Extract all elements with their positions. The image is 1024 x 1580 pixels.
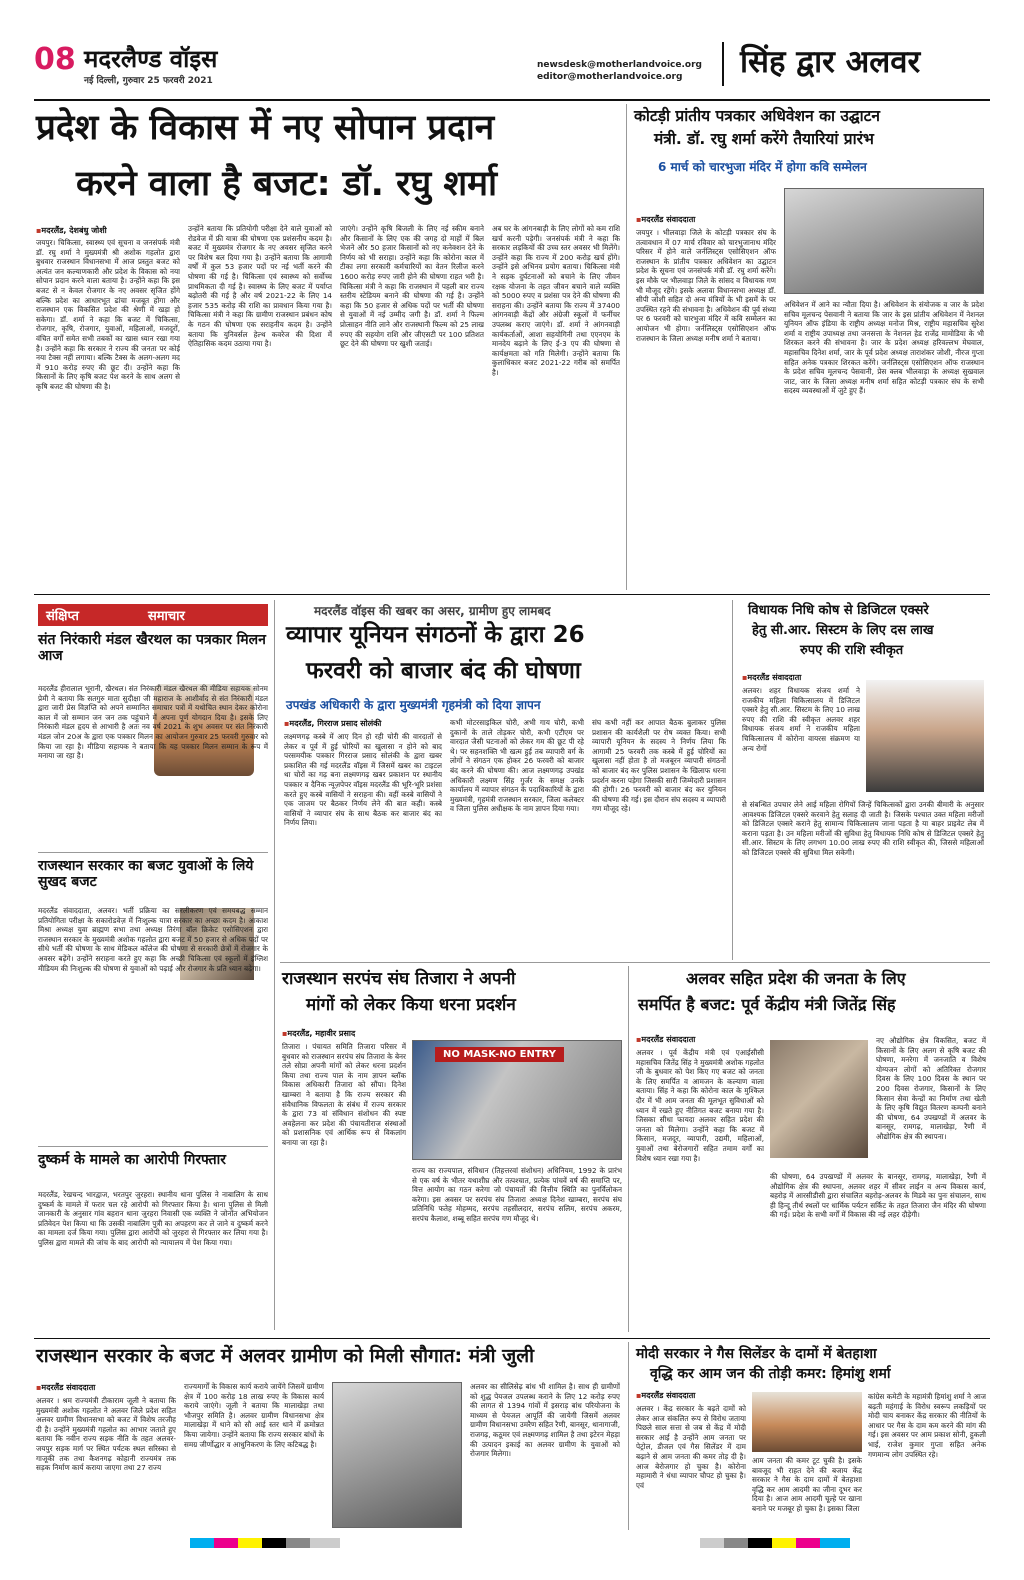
gas-column-2: आम जनता की कमर टूट चुकी है। इसके बावजूद भी राहत देने की बजाय केंद्र सरकार ने गैस के दाम दामों में बेतहाशा वृद्धि कर आम आदमी का जीना दूभर कर दिया है। आज आम आदमी चूल्हे पर खाना बनाने पर मजबूर हो चुका है। इसका जिला <box>752 1456 862 1513</box>
masthead-rule <box>34 99 990 101</box>
gas-column-1: अलवर । केंद्र सरकार के बढ़ते दामों को लेकर आज संकलित रूप से विरोध जताया पिछले साल सत्ता से जब से केंद्र में मोदी सरकार आई है उन्होंने आम जनता पर पेट्रोल, डीजल एवं गैस सिलेंडर में दाम बढ़ाने से आम जनता की कमर तोड़ दी है। आज बेरोजगार हो चुका है। कोरोना महामारी ने धंधा व्यापार चौपट हो चुका है। एवं <box>636 1404 746 1490</box>
bazaar-byline: ▪ मदरलैंड, गिरराज प्रसाद सोलंकी <box>284 718 381 729</box>
bazaar-column-1: लक्ष्मणगढ़ कस्बे में आए दिन हो रही चोरी की वारदातों से लेकर व पूर्व में हुई चोरियों का खुलासा न होने को बाद परसमयीक पत्रकार गिरराज प्रसाद सोलंकी के द्वारा खबर प्रकाशित की गई मदरलैंड वॉइस में जिसमें खबर का टाइटल था चोरों का गढ़ बना लक्ष्मणगढ़ खबर प्रकाशन पर स्थानीय पत्रकार व दैनिक न्यूज़पेपर वॉइस मदरलैंड की भूरि-भूरि प्रशंसा करते हुए कस्बे वासियों ने सराहना की। वहीं कस्बे वासियों ने एक जाजम पर बैठकर निर्णय लेने की बात कही। कस्बे वासियों ने व्यापार संघ के साथ बैठक कर बाजार बंद का निर्णय लिया। <box>284 732 442 828</box>
bazaar-column-2: कभी मोटरसाइकिल चोरी, अभी गाय चोरी, कभी दुकानों के ताले तोड़कर चोरी, कभी एटीएम पर वारदात जैसी घटनाओं को लेकर गम की छूट पी रहे थे। पर सहनशक्ति भी खत्म हुई तब व्यापारी वर्ग के लोगों ने संगठन एक होकर 26 फरवरी को बाजार बंद करने की घोषणा की। आज लक्ष्मणगढ़ उपखंड अधिकारी लक्ष्मण सिंह गुर्जर के समक्ष उनके कार्यालय में व्यापार संगठन के पदाधिकारियों के द्वारा मुख्यमंत्री, गृहमंत्री राजस्थान सरकार, जिला कलेक्टर व जिला पुलिस अधीक्षक के नाम ज्ञापन दिया गया। <box>450 718 584 814</box>
short-news-label-2: समाचार <box>148 609 185 624</box>
lead-byline: ▪ मदरलैंड, देशबंधु जोशी <box>36 225 107 236</box>
arrest-body: मदरलैंड, रेखचन्द भारद्वाज, भरतपुर जुरहरा। स्थानीय थाना पुलिस ने नाबालिग के साथ दुष्कर्म के मामले में फरार चल रहे आरोपी को गिरफ्तार किया है। थाना पुलिस से मिली जानकारी के अनुसार गांव बहरान थाना जुरहरा निवासी एक व्यक्ति ने जोनोंत अभियोजन प्रतिवेदन पेश किया था कि उसकी नाबालिग पुत्री का अपहरण कर ले जाने व दुष्कर्म करने का मामला दर्ज किया गया। पुलिस द्वारा आरोपी को जुरहरा से गिरफ्तार कर लिया गया है। पुलिस द्वारा मामले की जांच के बाद आरोपी को न्यायालय में पेश किया गया। <box>38 1190 268 1247</box>
juli-byline: ▪ मदरलैंड संवाददाता <box>36 1382 95 1393</box>
tijara-protest-photo <box>412 1040 622 1160</box>
alwar-column-1: अलवर । पूर्व केंद्रीय मंत्री एवं एआईसीसी महासचिव जितेंद्र सिंह ने मुख्यमंत्री अशोक गहलोत जी के बुधवार को पेश किए गए बजट को जनता के लिए समर्पित व आमजन के कल्याण वाला बताया। सिंह ने कहा कि कोरोना काल के मुश्किल दौर में भी आम जनता की मूलभूत सुविधाओं को ध्यान में रखते हुए नीतिगत बजट बनाया गया है। जिसका सीधा फायदा अलवर सहित प्रदेश की जनता को मिलेगा। उन्होंने कहा कि बजट में किसान, मजदूर, व्यापारी, उद्यमी, महिलाओं, युवाओं तथा बेरोजगारों सहित तमाम वर्गों का विशेष ध्यान रखा गया है। <box>636 1048 764 1163</box>
vidhayak-body: से संबन्धित उपचार लेने आई महिला रोगियों जिन्हें चिकित्सकों द्वारा उनकी बीमारी के अनुसार आवश्यक डिजिटल एक्सरे करवाने हेतु सलाह दी जाती है। जिसके पश्चात उक्त महिला मरीजों को डिजिटल एक्सरे कराने हेतु सामान्य चिकित्सालय जाना पड़ता है या बाहर प्राइवेट लेब में कराना पड़ता है। उन महिला मरीजों की सुविधा हेतु विधायक निधि कोष से डिजिटल एक्सरे हेतु सी.आर. सिस्टम के लिए लगभग 10.00 लाख रुपए की राशि स्वीकृत की, जिससे महिलाओं को डिजिटल एक्सरे की सुविधा मिल सकेगी। <box>742 800 984 857</box>
lead-column-1: जयपुर। चिकित्सा, स्वास्थ्य एवं सूचना व जनसंपर्क मंत्री डॉ. रघु शर्मा ने मुख्यमंत्री श्री अशोक गहलोत द्वारा बुधवार राजस्थान विधानसभा में आज प्रस्तुत बजट को अत्यंत जन कल्याणकारी और प्रदेश के विकास को नया सोपान प्रदान करने वाला बताया है। उन्होंने कहा कि इस बजट से न केवल रोजगार के नए अवसर सृजित होंगे बल्कि प्रदेश का आधारभूत ढांचा मजबूत होगा और राजस्थान एक विकसित प्रदेश की श्रेणी में खड़ा हो सकेगा। डॉ. शर्मा ने कहा कि बजट में चिकित्सा, रोजगार, कृषि, रोजगार, युवाओं, महिलाओं, मजदूरों, वंचित वर्गों समेत सभी तबकों का खास ध्यान रखा गया है। उन्होंने कहा कि सरकार ने राज्य की जनता पर कोई नया टैक्स नहीं लगाया। बल्कि टैक्स के अलग-अलग मद में 910 करोड़ रुपए की छूट दी। उन्होंने कहा कि किसानों के लिए कृषि बजट पेश करने के साथ अलग से कृषि बजट की घोषणा की है। <box>36 238 180 391</box>
kotri-subhead: 6 मार्च को चारभुजा मंदिर में होगा कवि सम्मेलन <box>658 160 867 174</box>
alwar-column-3: की घोषणा, 64 उपखण्डों में अलवर के बानसूर, रामगढ़, मालाखेड़ा, रैणी में औद्योगिक क्षेत्र की स्थापना, अलवर शहर में सीवर लाईन व अन्य विकास कार्य, बहरोड़ में आरसीडीसी द्वारा संचालित बहरोड़-अलवर के मिडवे का पुनः संचालन, साथ ही हिन्दू तीर्थ स्थलों पर धार्मिक पर्यटन सर्किट के तहत तिजारा जैन मंदिर की घोषणा की गई। प्रदेश के सभी वर्गों में विकास की नई लहर दौड़ेगी। <box>770 1172 986 1220</box>
lead-column-3: जाएंगे। उन्होंने कृषि बिजली के लिए नई स्कीम बनाने और किसानों के लिए एक की जगह दो माहों में बिल भेजने और 50 हजार किसानों को नए कनेक्शन देने के निर्णय को भी सराहा। उन्होंने कहा कि कोरोना काल में टीका लगा सरकारी कर्मचारियों का वेतन रिलीज करने 1600 करोड़ रुपए जारी होने की घोषणा राहत भरी है। चिकित्सा मंत्री ने कहा कि राजस्थान में पहली बार राज्य स्तरीय स्टेडियम बनाने की घोषणा की गई है। उन्होंने कहा कि 50 हजार से अधिक पदों पर भर्ती की घोषणा से युवाओं में नई उम्मीद जगी है। डॉ. शर्मा ने फिल्म प्रोत्साहन नीति लाने और राजस्थानी फिल्म को 25 लाख रुपए की सहयोग राशि और जीएसटी पर 100 प्रतिशत छूट देने की घोषणा पर खुशी जताई। <box>340 224 484 349</box>
vidhayak-headline-line1: विधायक निधि कोष से डिजिटल एक्सरे <box>748 603 929 618</box>
tijara-column-2: राज्य का राज्यपाल, संविधान (तिहत्तरवां संशोधन) अधिनियम, 1992 के प्रारंभ से एक वर्ष के भीतर यथाशीघ्र और तत्पश्चात, प्रत्येक पांचवें वर्ष की समाप्ति पर, वित्त आयोग का गठन करेगा जो पंचायतों की वित्तीय स्थिति का पुनर्विलोकन करेगा। इस अवसर पर सरपंच संघ तिजारा अध्यक्ष दिनेश खाम्बरा, सरपंच संघ प्रतिनिधि फतेह मोहम्मद, सरपंच तहसीलदार, सरपंच सलिम, सरपंच अकरम, सरपंच कैलाश, शब्बू सहित सरपंच गण मौजूद थे। <box>412 1166 622 1223</box>
tijara-headline-line1: राजस्थान सरपंच संघ तिजारा ने अपनी <box>282 969 516 989</box>
nirankari-headline: संत निरंकारी मंडल खैरथल का पत्रकार मिलन आज <box>38 632 266 665</box>
section-rule-3 <box>34 1338 990 1339</box>
kotri-column-2: अधिवेशन में आने का न्यौता दिया है। अधिवेशन के संयोजक व जार के प्रदेश सचिव मूलचन्द पेसवानी ने बताया कि जार के इस प्रांतीय अधिवेशन में नेशनल यूनियन ऑफ इंडिया के राष्ट्रीय अध्यक्ष मनोज मिश्र, राष्ट्रीय महासचिव सुरेश शर्मा व राष्ट्रीय उपाध्यक्ष तथा जनसत्ता के नेशनल हेड राजेंद्र मामोडिया के भी शिरकत करने की संभावना है। जार के प्रदेश अध्यक्ष हरिवल्लभ मेघवाल, महासचिव दिनेश शर्मा, जार के पूर्व प्रदेश अध्यक्ष ताराशंकर जोशी, नीरज गुप्ता सहित अनेक पत्रकार शिरकत करेंगे। जर्नलिस्ट्स एसोसिएशन ऑफ राजस्थान के प्रदेश सचिव मूलचन्द पेसवानी, प्रेस क्लब भीलवाड़ा के अध्यक्ष सुखवाल जाट, जार के जिला अध्यक्ष मनीष शर्मा सहित कोटड़ी पत्रकार संघ के सभी सदस्य व्यवस्थाओं में जुटे हुए हैं। <box>784 300 984 396</box>
kotri-meeting-photo <box>784 188 984 294</box>
email-newsdesk: newsdesk@motherlandvoice.org <box>537 60 702 70</box>
page-number: 08 <box>34 42 76 77</box>
alwar-byline: ▪ मदरलैंड संवाददाता <box>636 1034 695 1045</box>
bazaar-column-3: संघ कभी नहीं कर आपात बैठक बुलाकर पुलिस प्रशासन की कार्यशैली पर रोष व्यक्त किया। सभी व्यापारी यूनियन के सदस्य ने निर्णय लिया कि आगामी 25 फरवरी तक कस्बे में हुई चोरियों का खुलासा नहीं होता है तो मजबूरन व्यापारी संगठनों को बाजार बंद कर पुलिस प्रशासन के खिलाफ धरना प्रदर्शन करना पड़ेगा जिसकी सारी जिम्मेदारी प्रशासन की होगी। 26 फरवरी को बाजार बंद कर युनियन की घोषणा की गई। इस दौरान संघ सदस्य व व्यापारी गण मौजूद रहे। <box>592 718 726 814</box>
budget-youth-body: मदरलैंड संवाददाता, अलवर। भर्ती प्रक्रिया का सरलीकरण एवं समयबद्ध सम्मान प्रतियोगिता परीक्षा के सकारोडवेज़ में निःशुल्क यात्रा सरकार का अच्छा कदम है। आकाश मिश्रा अध्यक्ष युवा ब्राह्मण सभा तथा अध्यक्ष तिरंगा बॉल क्रिकेट एसोसिएशन द्वारा राजस्थान सरकार के मुख्यमंत्री अशोक गहलोत द्वारा बजट में 50 हजार से अधिक पदों पर सीधे भर्ती की घोषणा के साथ मेडिकल कॉलेज की घोषणा से सरकारी छेत्रों में रोजगार के अवसर बढ़ेंगे। उन्होंने सराहना करते हुए कहा कि अच्छी चिकित्सा एवं स्कूलों में इंग्लिश मीडियम की निःशुल्क की घोषणा से युवाओं को पढ़ाई और रोजगार के प्रति ध्यान बढ़ेगा। <box>38 906 268 973</box>
vidhayak-byline: ▪ मदरलैंड संवाददाता <box>742 672 801 683</box>
left-column-divider <box>274 600 275 1330</box>
paper-name: मदरलैण्ड वॉइस <box>84 45 218 73</box>
bazaar-subhead: उपखंड अधिकारी के द्वारा मुख्यमंत्री गृहमंत्री को दिया ज्ञापन <box>286 698 541 712</box>
tijara-banner: NO MASK-NO ENTRY <box>435 1047 564 1062</box>
kotri-column-1: जयपुर । भीलवाड़ा जिले के कोटड़ी पत्रकार संघ के तत्वावधान में 07 मार्च रविवार को चारभुजानाथ मंदिर परिसर में होने वाले जर्नलिस्ट्स एसोसिएशन ऑफ राजस्थान के प्रांतीय पत्रकार अधिवेशन का उद्घाटन प्रदेश के सूचना एवं जनसंपर्क मंत्री डॉ. रघु शर्मा करेंगे। इस मौके पर भीलवाड़ा जिले के सांसद व विधायक गण भी मौजूद रहेंगे। इसके अलावा विधानसभा अध्यक्ष डॉ. सीपी जोशी सहित दो अन्य मंत्रियों के भी इसमें के पर उपस्थित रहने की संभावना है। अधिवेशन की पूर्व संध्या पर 6 फरवरी को चारभुजा मंदिर में कवि सम्मेलन का आयोजन भी होगा। जर्नलिस्ट्स एसोसिएशन ऑफ राजस्थान के जिला अध्यक्ष मनीष शर्मा ने बताया। <box>636 228 776 343</box>
gas-divider <box>628 1342 629 1530</box>
tijara-byline: ▪ मदरलैंड, महावीर प्रसाद <box>282 1028 355 1039</box>
dateline: नई दिल्ली, गुरुवार 25 फरवरी 2021 <box>84 76 213 86</box>
short-rule-1 <box>38 852 268 853</box>
tijara-headline-line2: मांगों को लेकर किया धरना प्रदर्शन <box>306 995 516 1015</box>
color-bar-left <box>190 1538 340 1548</box>
short-news-label-1: संक्षिप्त <box>46 609 79 624</box>
section-divider <box>722 42 724 86</box>
gas-headline-line1: मोदी सरकार ने गैस सिलेंडर के दामों में बेतहाशा <box>636 1346 877 1362</box>
lead-column-4: अब घर के आंगनबाड़ी के लिए लोगों को कम राशि खर्च करनी पड़ेगी। जनसंपर्क मंत्री ने कहा कि सरकार लड़कियों की उच्च स्तर अवसर भी मिलेंगे। उन्होंने कहा कि राज्य में 200 करोड़ खर्च होंगे। उन्होंने इसे अभिनव प्रयोग बताया। चिकित्सा मंत्री ने सड़क दुर्घटनाओं को बचाने के लिए जीवन रक्षक योजना के तहत जीवन बचाने वाले व्यक्ति को 5000 रुपए व प्रशंसा पत्र देने की घोषणा की सराहना की। उन्होंने बताया कि राज्य में 37400 आंगनवाड़ी केंद्रों और अंग्रेजी स्कूलों में फर्नीचर उपलब्ध कराए जाएंगे। डॉ. शर्मा ने आंगनवाड़ी कार्यकर्ताओं, आशा सहयोगिनी तथा एएनएम के मानदेय बढ़ाने के लिए ई-3 एप की घोषणा से कार्यक्षमता को गति मिलेगी। उन्होंने बताया कि कुलाधिकार बजट 2021-22 गरीब को समर्पित है। <box>492 224 620 377</box>
kotri-headline-line1: कोटड़ी प्रांतीय पत्रकार अधिवेशन का उद्घाटन <box>634 107 881 125</box>
nirankari-body: मदरलैंड हीरालाल भूरानी, खैरथल। संत निरंकारी मंडल खैरथल की मीडिया सहायक सोनम प्रेमी ने बताया कि सतगुरु माता सुदीक्षा जी महाराज के आशीर्वाद से संत निरंकारी मंडल द्वारा जारी प्रेस विज्ञप्ति को अपने सम्मानित समाचार पत्रों में यथोचित स्थान देकर कोरोना काल में जो सम्मान जन जन तक पहुंचाने में अपना पूर्ण योगदान दिया है। इसके लिए निरंकारी मंडल हृदय से आभारी है अतः नव वर्ष 2021 के शुभ अवसर पर संत निरंकारी मंडल जोन 20अ के द्वारा एक पत्रकार मिलन का आयोजन गुरुवार 25 फरवरी गुरुवार को किया जा रहा है। मीडिया सहायक ने बताया कि यह पत्रकार मिलन सम्मान के रूप में मनाया जा रहा है। <box>38 684 268 761</box>
short-rule-2 <box>38 1146 268 1147</box>
gas-column-3: कांग्रेस कमेटी के महामंत्री हिमांशु शर्मा ने आज बढ़ती महंगाई के विरोध स्वरूप लकड़ियों पर मोदी चाय बनाकर केंद्र सरकार की नीतियों के आधार पर गैस के दाम कम करने की मांग की गई। इस अवसर पर आम प्रकाश सोनी, हुकली भाई, राजेश कुमार गुप्ता सहित अनेक गणमान्य लोग उपस्थित रहे। <box>868 1392 986 1459</box>
email-editor: editor@motherlandvoice.org <box>537 72 683 82</box>
alwar-headline-line1: अलवर सहित प्रदेश की जनता के लिए <box>686 969 906 988</box>
alwar-divider <box>628 966 629 1332</box>
lead-column-2: उन्होंने बताया कि प्रतियोगी परीक्षा देने वाले युवाओं को रोडवेज में फ्री यात्रा की घोषणा एक प्रशंसनीय कदम है। बजट में मुख्यमंत्र रोजगार के नए अवसर सृजित करने पर विशेष बल दिया गया है। उन्होंने बताया कि आगामी वर्षों में कुल 53 हजार पदों पर नई भर्ती करने की घोषणा की गई है। चिकित्सा एवं स्वास्थ्य को सर्वोच्च प्राथमिकता दी गई है। स्वास्थ्य के लिए बजट में पर्याप्त बढ़ोतरी की गई है और वर्ष 2021-22 के लिए 14 हजार 535 करोड़ की राशि का प्रावधान किया गया है। चिकित्सा मंत्री ने कहा कि ग्रामीण राजस्थान प्रबंधन कोष के गठन की घोषणा एक सराहनीय कदम है। उन्होंने बताया कि युनिवर्सल हेल्थ कवरेज की दिशा में ऐतिहासिक कदम उठाया गया है। <box>188 224 332 349</box>
alwar-column-2: नए औद्योगिक क्षेत्र विकसित, बजट में किसानों के लिए अलग से कृषि बजट की घोषणा, मनरेगा में जनजाति व विशेष योग्यजन लोगों को अतिरिक्त रोजगार दिवस के लिए 100 दिवस के स्थान पर 200 दिवस रोजगार, किसानों के लिए किसान सेवा केन्द्रों का निर्माण तथा खेती के लिए कृषि विद्युत वितरण कम्पनी बनाने की घोषणा, 64 उपखण्डों में अलवर के बानसूर, रामगढ़, मालाखेड़ा, रैणी में औद्योगिक क्षेत्र की स्थापना। <box>876 1036 986 1141</box>
tijara-column-1: तिजारा । पंचायत समिति तिजारा परिसर में बुधवार को राजस्थान सरपंच संघ तिजारा के बेनर तले सोप्रा अपनी मांगों को लेकर धरना प्रदर्शन किया तथा राज्य पाल के नाम ज्ञापन ब्लॉक विकास अधिकारी तिजारा को सौंपा। दिनेश खाम्बरा ने बताया है कि राज्य सरकार की संवैधानिक विफलता के संबंध में राज्य सरकार के द्वारा 73 वां संविधान संशोधन की स्पष्ट अवहेलना कर प्रदेश की पंचायतीराज संस्थाओं को प्रशासनिक एवं आर्थिक रूप से विकलांग बनाया जा रहा है। <box>282 1042 406 1147</box>
masthead <box>34 40 990 96</box>
lead-headline-line2: करने वाला है बजट: डॉ. रघु शर्मा <box>76 164 498 204</box>
budget-youth-headline: राजस्थान सरकार का बजट युवाओं के लिये सुखद बजट <box>38 858 254 891</box>
short-news-label <box>38 604 268 626</box>
lead-headline-line1: प्रदेश के विकास में नए सोपान प्रदान <box>36 108 495 148</box>
kotri-divider <box>626 104 627 590</box>
vidhayak-body-top: अलवर। शहर विधायक संजय शर्मा ने राजकीय महिला चिकित्सालय में डिजिटल एक्सरे हेतु सी.आर. सिस्टम के लिए 10 लाख रुपए की राशि की स्वीकृत अलवर शहर विधायक संजय शर्मा ने राजकीय महिला चिकित्सालय में कोरोना वायरस संक्रमण या अन्य रोगों <box>742 686 860 753</box>
juli-photo <box>332 1382 462 1528</box>
color-bar-right <box>700 1538 850 1548</box>
bazaar-kicker: मदरलैंड वॉइस की खबर का असर, ग्रामीण हुए लामबद <box>314 604 551 618</box>
juli-headline: राजस्थान सरकार के बजट में अलवर ग्रामीण को मिली सौगात: मंत्री जुली <box>36 1345 535 1367</box>
juli-column-2: राज्यमार्गों के विकास कार्य कराये जायेंगे जिसमें ग्रामीण क्षेत्र में 100 करोड़ 18 लाख रुपए के विकास कार्य कराये जाएंगे। जूली ने बताया कि मालाखेड़ा तथा भौजपुर समिति है। अलवर ग्रामीण विधानसभा क्षेत्र मालाखेड़ा में थाने को सौ आई स्तर थाने में क्रमोन्नत किया जायेगा। उन्होंने बताया कि राज्य सरकार बांधों के समग्र जीर्णोद्धार व आधुनिकरण के लिए कटिबद्ध है। <box>184 1382 324 1449</box>
gas-protest-photo <box>752 1392 862 1452</box>
alwar-headline-line2: समर्पित है बजट: पूर्व केंद्रीय मंत्री जितेंद्र सिंह <box>638 995 896 1014</box>
vidhayak-headline-line3: रुपए की राशि स्वीकृत <box>800 643 904 658</box>
kotri-byline: ▪ मदरलैंड संवाददाता <box>636 214 695 225</box>
alwar-portrait <box>770 1040 868 1158</box>
kotri-headline-line2: मंत्री. डॉ. रघु शर्मा करेंगे तैयारियां प्रारंभ <box>654 130 874 148</box>
gas-byline: ▪ मदरलैंड संवाददाता <box>636 1390 695 1401</box>
section-title: सिंह द्वार अलवर <box>740 44 921 80</box>
vidhayak-headline-line2: हेतु सी.आर. सिस्टम के लिए दस लाख <box>752 623 934 638</box>
gas-headline-line2: वृद्धि कर आम जन की तोड़ी कमर: हिमांशु शर्मा <box>650 1366 891 1382</box>
bazaar-headline-line1: व्यापार यूनियन संगठनों के द्वारा 26 <box>286 622 585 648</box>
section-rule-2 <box>280 962 990 963</box>
vidhayak-portrait <box>866 680 984 792</box>
vidhayak-divider <box>732 600 733 960</box>
arrest-headline: दुष्कर्म के मामले का आरोपी गिरफ्तार <box>38 1152 226 1168</box>
juli-column-1: अलवर । श्रम राज्यमंत्री टीकाराम जूली ने बताया कि मुख्यमंत्री अशोक गहलोत ने अलवर जिले प्रदेश सहित अलवर ग्रामीण विधानसभा को बजट में विशेष तरजीह दी है। उन्होंने मुख्यमंत्री गहलोत का आभार जताते हुए बताया कि नवीन राज्य सड़क नीति के तहत अलवर-जयपुर सड़क मार्ग पर स्थित पर्यटक स्थल सरिस्का से गाजूकी तक तथा कैशनगढ़ कोहानी राज्यमंत्र तक सड़क निर्माण कार्य कराया जाएगा तथा 27 राज्य <box>36 1396 176 1473</box>
section-rule-1 <box>34 594 990 595</box>
bazaar-headline-line2: फरवरी को बाजार बंद की घोषणा <box>306 658 581 684</box>
juli-column-3: अलवर का सीलिसेढ़ बांध भी शामिल है। साथ ही ग्रामीणों को शुद्ध पेयजल उपलब्ध कराने के लिए 12 करोड़ रुपए की लागत से 1394 गांवों में इसराड़ बांध परियोजना के माध्यम से पेयजल आपूर्ति की जायेगी जिसमें अलवर ग्रामीण विधानसभा उमरैण सहित रैणी, बानसूर, थानागाजी, राजगढ़, कठूमर एवं लक्ष्मणगढ़ शामिल है तथा इटेरन मेहड़ा की उत्पादन इकाई का अलवर ग्रामीण के युवाओं को रोजगार मिलेगा। <box>470 1382 620 1459</box>
